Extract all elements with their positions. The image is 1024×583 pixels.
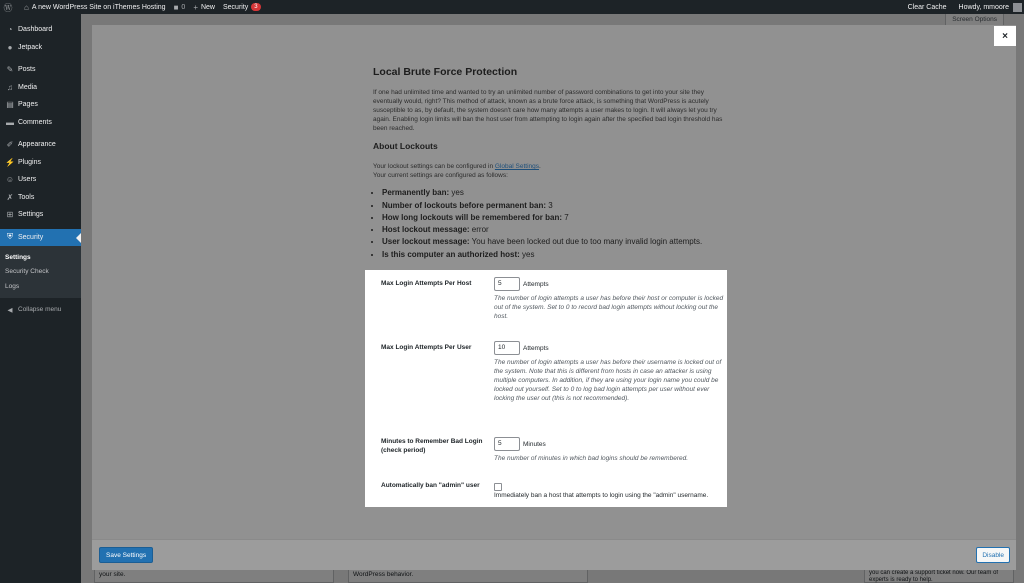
- intro-paragraph: If one had unlimited time and wanted to try an unlimited number of password combinations to get into your site they eventually would, right? This method of attack, known as a brute force attack, is something that WordPress is acutely susceptible to as, by default, the system doesn't care how many attempts a user makes to login. It will always let you try again. Enabling login limits will ban the host user from attempting to login again after the specified bad login threshold has been reached.: [373, 88, 723, 133]
- comment-bubble-icon: ■: [173, 2, 179, 12]
- settings-form: [365, 270, 727, 507]
- max-user-description: The number of login attempts a user has before their username is locked out of the system. Note that this is different from hosts in case an attacker is using multiple computers. In addition, if they are using your login name you could be locked out yourself. Set to 0 to log bad login attempts per user without ever locking the user out (this is not recommended).: [494, 359, 722, 403]
- sidebar-item-posts[interactable]: ✎ Posts: [0, 61, 81, 79]
- user-icon: ☺: [5, 175, 15, 185]
- sidebar-item-users[interactable]: ☺ Users: [5, 175, 37, 185]
- about-lockouts-heading: About Lockouts: [373, 141, 438, 152]
- max-user-label: Max Login Attempts Per User: [381, 344, 472, 351]
- disable-button[interactable]: Disable: [976, 547, 1010, 563]
- pages-icon: ▤: [6, 100, 14, 110]
- lockout-settings-text: Your lockout settings can be configured in Global Settings.: [373, 163, 541, 171]
- max-host-description: The number of login attempts a user has before their host or computer is locked out of the system. Set to 0 to record bad login attempts without locking out the host.: [494, 295, 724, 321]
- global-settings-link[interactable]: Global Settings: [494, 163, 539, 171]
- attempts-unit-label: Attempts: [523, 280, 549, 288]
- brush-icon: ✐: [6, 140, 14, 150]
- plugin-icon: ⚡: [5, 157, 15, 167]
- max-host-label: Max Login Attempts Per Host: [381, 280, 472, 287]
- max-host-attempts-input[interactable]: 5: [494, 277, 520, 291]
- list-item: • Host lockout message: error: [382, 224, 729, 236]
- comments-icon: ▬: [6, 117, 14, 127]
- submenu-item-settings[interactable]: Settings: [5, 253, 31, 261]
- max-user-attempts-input[interactable]: 10: [494, 341, 520, 355]
- comments-link[interactable]: ■ 0: [173, 2, 186, 12]
- media-icon: ♫: [7, 82, 13, 92]
- collapse-menu-button[interactable]: ◀ Collapse menu: [0, 302, 81, 318]
- list-item: • How long lockouts will be remembered for ban: 7: [382, 212, 729, 224]
- sidebar-item-security[interactable]: ⛨ Security: [0, 229, 81, 247]
- security-submenu: [0, 246, 81, 298]
- ban-admin-checkbox-label[interactable]: Immediately ban a host that attempts to login using the "admin" username.: [494, 492, 709, 499]
- close-icon[interactable]: ×: [994, 26, 1016, 46]
- current-settings-list: [373, 187, 729, 261]
- list-item: • User lockout message: You have been locked out due to too many invalid login attempts.: [382, 236, 729, 248]
- sidebar-item-pages[interactable]: ▤ Pages: [0, 96, 81, 114]
- sidebar-item-tools[interactable]: ✗ Tools: [0, 189, 81, 207]
- sidebar-item-comments[interactable]: ▬ Comments: [6, 117, 52, 127]
- list-item: • Is this computer an authorized host: yes: [382, 249, 729, 261]
- attempts-unit-label: Attempts: [523, 344, 549, 352]
- sidebar-item-appearance[interactable]: ✐ Appearance: [0, 136, 81, 154]
- current-settings-text: Your current settings are configured as follows:: [373, 172, 508, 180]
- submenu-item-logs[interactable]: Logs: [5, 282, 20, 290]
- collapse-arrow-icon: ◀: [7, 306, 13, 314]
- plus-icon: +: [193, 2, 198, 12]
- security-menu-link[interactable]: Security 3: [223, 3, 261, 11]
- sidebar-item-plugins[interactable]: ⚡ Plugins: [5, 157, 41, 167]
- howdy-account-link[interactable]: Howdy, mmoore: [958, 3, 1009, 11]
- modal-content: [373, 65, 729, 261]
- page-title: Local Brute Force Protection: [373, 66, 518, 78]
- security-notification-badge: 3: [251, 3, 260, 11]
- admin-sidebar: [0, 14, 81, 583]
- shield-icon: ⛨: [7, 232, 13, 242]
- sidebar-item-settings[interactable]: ⊞ Settings: [0, 206, 81, 224]
- sidebar-item-media[interactable]: ♫ Media: [0, 79, 81, 97]
- clear-cache-link[interactable]: Clear Cache: [907, 3, 947, 11]
- list-item: • Number of lockouts before permanent ban: 3: [382, 200, 729, 212]
- remember-minutes-label: Minutes to Remember Bad Login (check period): [381, 438, 483, 454]
- dashboard-icon: ◔: [7, 25, 13, 35]
- new-content-link[interactable]: + New: [193, 2, 215, 12]
- admin-bar: [0, 0, 1024, 14]
- site-name-link[interactable]: ⌂ A new WordPress Site on iThemes Hosting: [24, 2, 166, 12]
- jetpack-icon: ●: [7, 42, 13, 52]
- save-settings-button[interactable]: Save Settings: [99, 547, 153, 563]
- wrench-icon: ✗: [6, 192, 14, 202]
- ban-admin-checkbox[interactable]: [494, 483, 502, 491]
- settings-icon: ⊞: [6, 210, 14, 220]
- remember-minutes-input[interactable]: 5: [494, 437, 520, 451]
- minutes-unit-label: Minutes: [523, 440, 546, 448]
- list-item: • Permanently ban: yes: [382, 187, 729, 199]
- submenu-item-security-check[interactable]: Security Check: [5, 268, 49, 276]
- sidebar-item-jetpack[interactable]: ● Jetpack: [0, 39, 81, 57]
- remember-minutes-description: The number of minutes in which bad logins should be remembered.: [494, 455, 689, 462]
- avatar[interactable]: [1013, 3, 1022, 12]
- modal-footer: [92, 539, 1016, 570]
- ban-admin-label: Automatically ban "admin" user: [381, 482, 480, 489]
- pin-icon: ✎: [6, 65, 14, 75]
- wordpress-logo-icon[interactable]: Ⓦ: [3, 2, 13, 13]
- home-icon: ⌂: [24, 2, 29, 12]
- sidebar-item-dashboard[interactable]: ◔ Dashboard: [0, 21, 81, 39]
